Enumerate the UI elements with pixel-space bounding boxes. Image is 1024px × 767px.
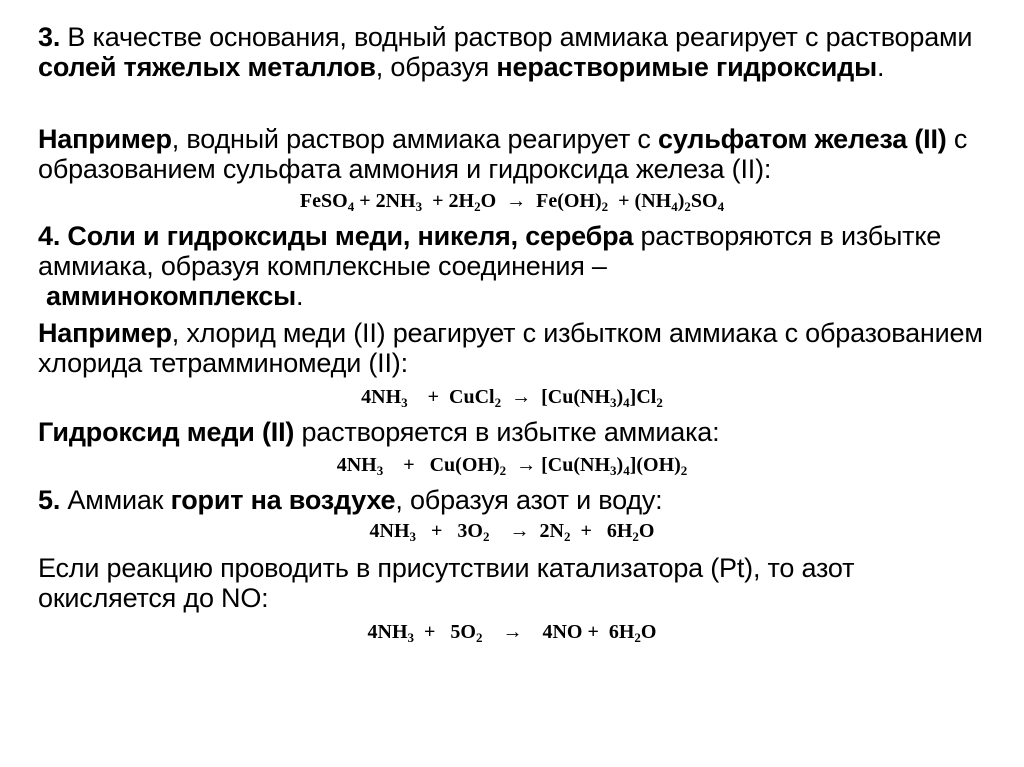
paragraph-5: [38, 485, 988, 515]
bold-text: 4. Соли и гидроксиды меди, никеля, серебра: [38, 221, 634, 251]
bold-text: Гидроксид меди (II): [38, 417, 295, 447]
equation-1: FeSO$_4$ + $2NH_3 + 2H_2O \to Fe(OH)_2 + (NH_4)_2SO_4$: [299, 190, 725, 214]
bold-text: солей тяжелых металлов: [38, 52, 376, 82]
paragraph-hydroxide: [38, 417, 988, 447]
text: , образуя азот и воду:: [395, 485, 663, 515]
text: растворяются в избытке аммиака, образуя комплексные соединения –: [38, 221, 942, 281]
equation-4: $4NH_3 + 3O_2$ → $2N_2 + 6H_2O$: [369, 520, 655, 544]
item-number: 5.: [38, 485, 61, 515]
equation-3: $4NH_3$ + $Cu(OH)_2 \to [Cu(NH_3)_4](OH)_2$: [336, 454, 688, 478]
bold-text: Например: [38, 318, 172, 348]
text: с образованием сульфата аммония и гидроксида железа (II):: [38, 124, 968, 184]
equation-2: $4NH_3$ + CuCl$_2$ → $[Cu(NH_3)_4]Cl_2$: [361, 386, 663, 410]
text: Если реакцию проводить в присутствии катализатора (Pt), то азот окисляется до NO:: [38, 553, 855, 613]
text: растворяется в избытке аммиака:: [294, 417, 720, 447]
paragraph-3-example: [38, 124, 988, 184]
bold-text: горит на воздухе: [170, 485, 396, 515]
text: , водный раствор аммиака реагирует с: [171, 124, 659, 154]
paragraph-4-example: [38, 318, 988, 378]
bold-text: Например: [38, 124, 172, 154]
text: Аммиак: [60, 485, 171, 515]
text: , образуя: [375, 52, 497, 82]
bold-text: сульфатом железа (II): [658, 124, 947, 154]
text: В качестве основания, водный раствор аммиака реагирует с растворами: [60, 22, 973, 52]
text: , хлорид меди (II) реагирует с избытком аммиака с образованием хлорида тетрамминомеди (II):: [38, 318, 983, 378]
paragraph-catalyst: [38, 553, 988, 613]
text: .: [295, 281, 304, 311]
text: .: [876, 52, 885, 82]
item-number: 3.: [38, 22, 61, 52]
equation-5: $4NH_3 + 5O_2$ → $4NO + 6H_2O$: [367, 621, 657, 645]
paragraph-4: [38, 221, 988, 311]
bold-text: амминокомплексы: [46, 281, 296, 311]
paragraph-3: [38, 22, 988, 82]
bold-text: нерастворимые гидроксиды: [496, 52, 877, 82]
